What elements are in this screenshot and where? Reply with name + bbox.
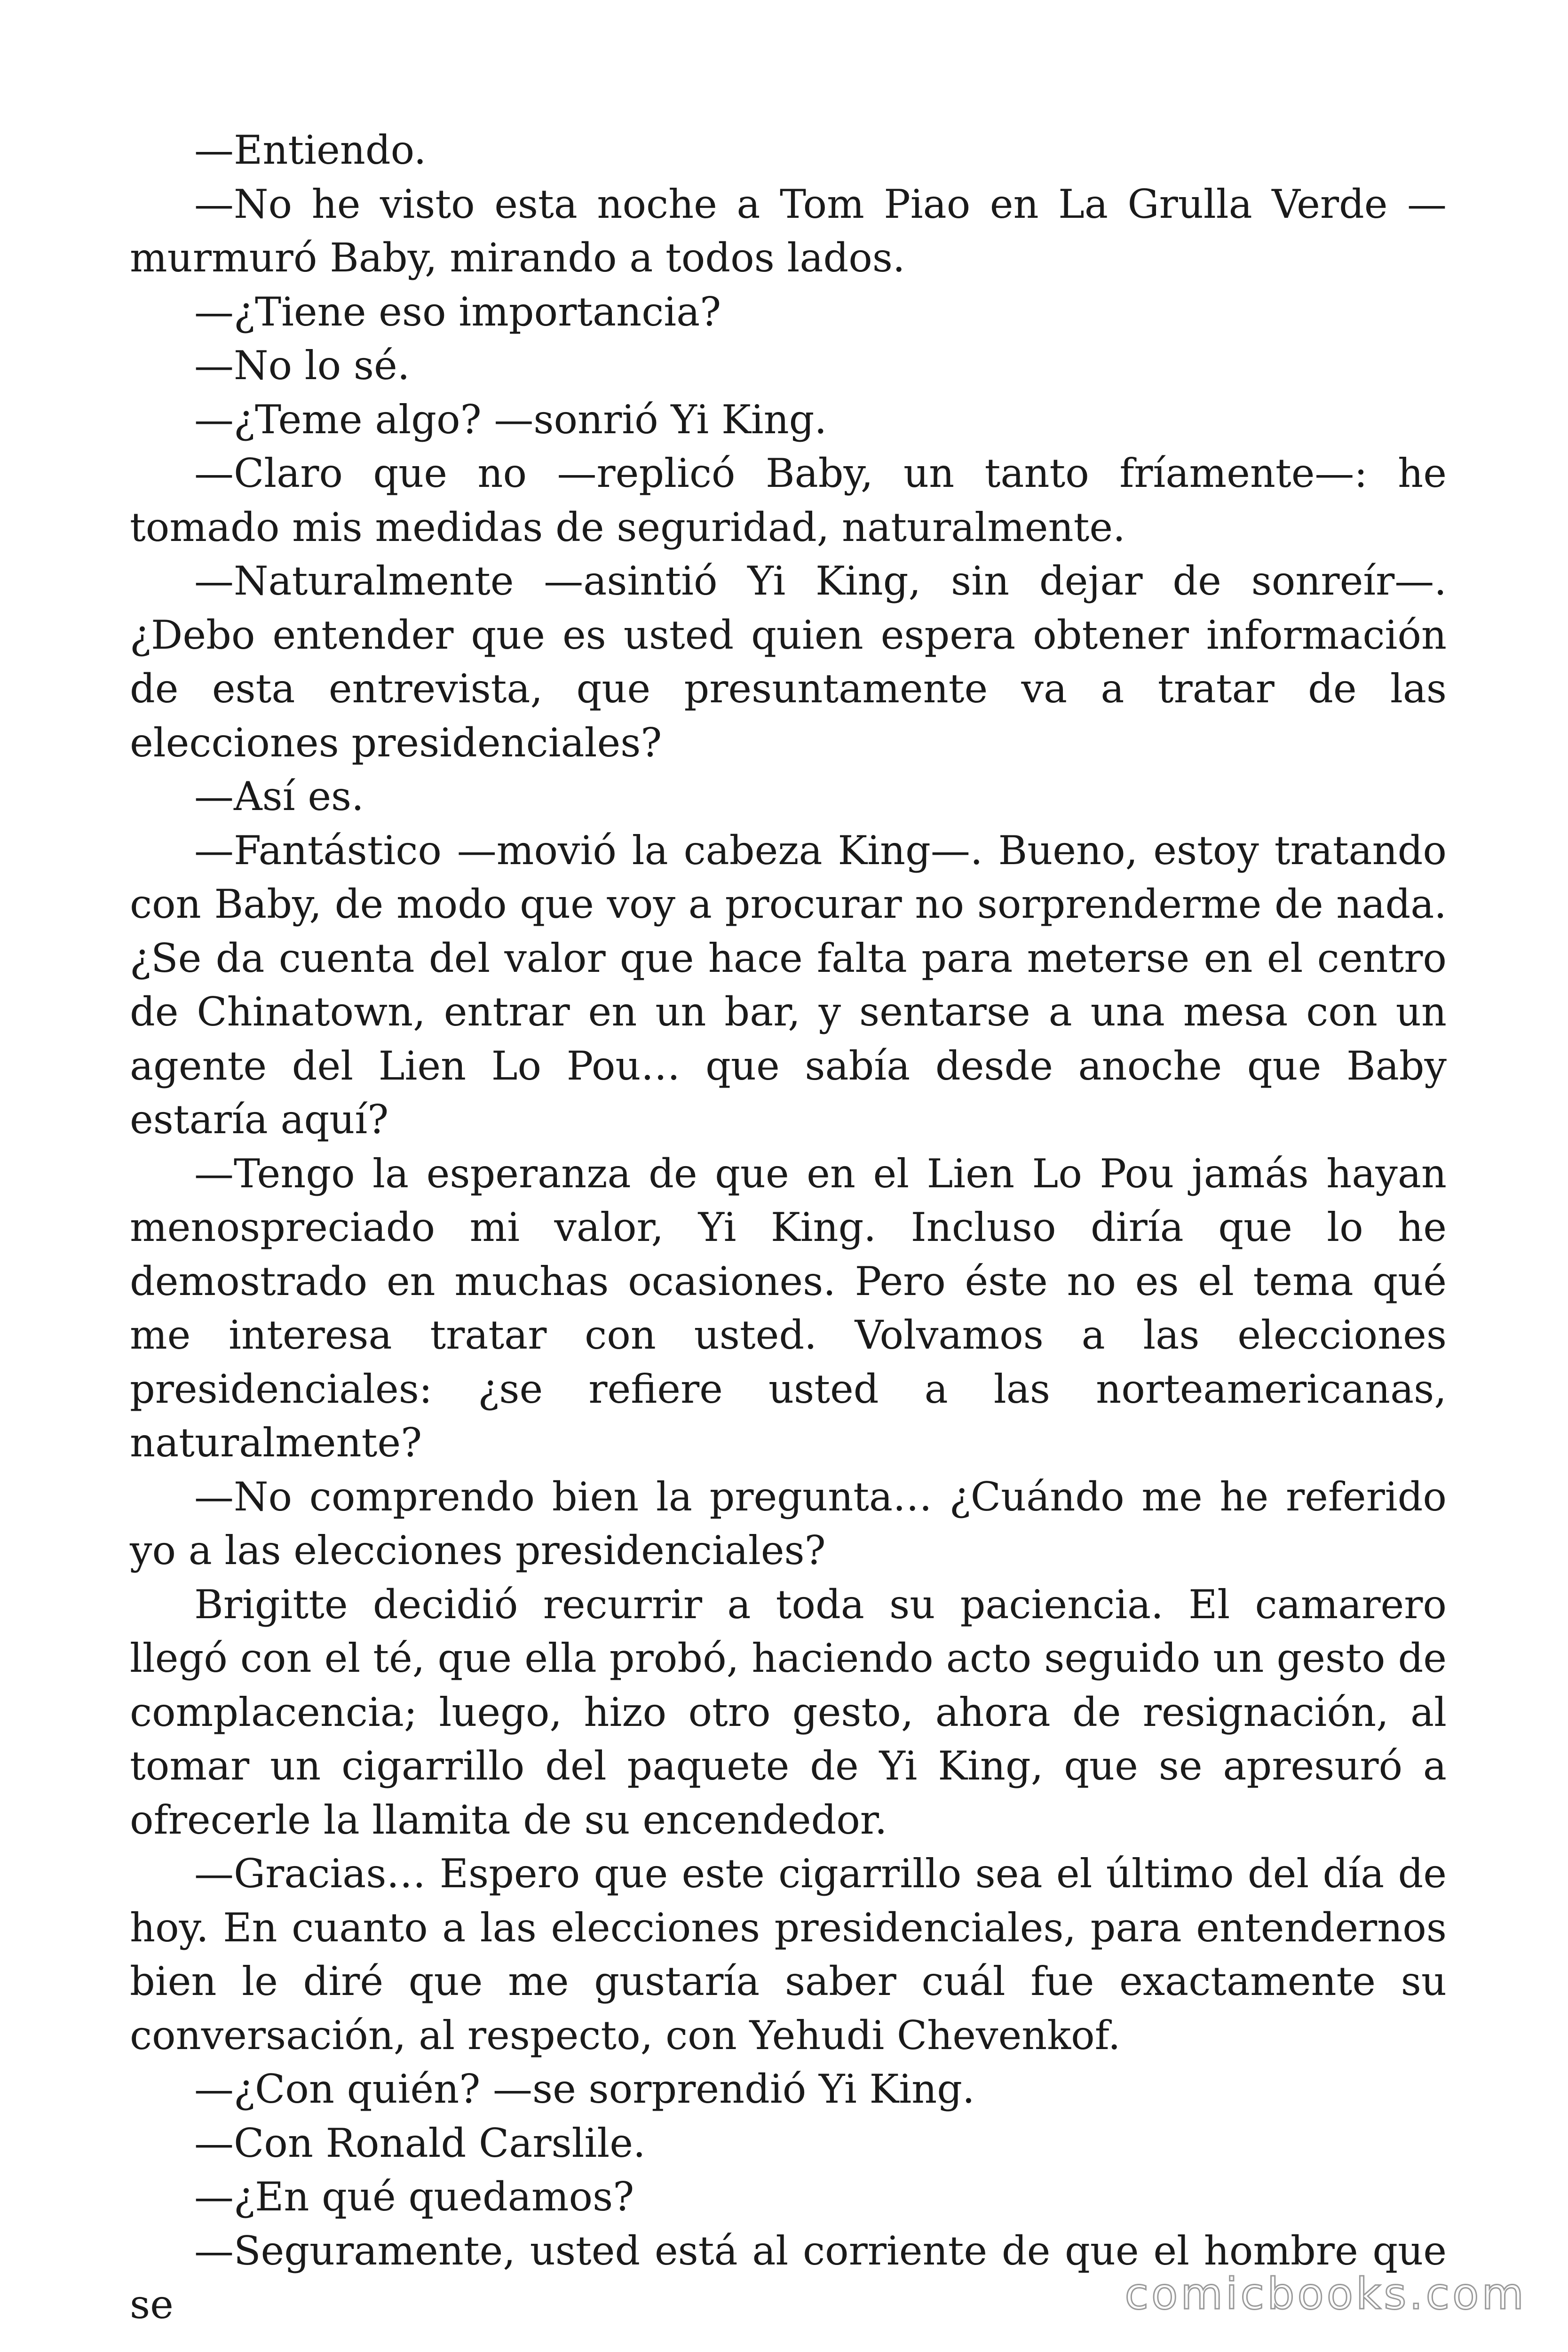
paragraph: —Gracias… Espero que este cigarrillo sea el último del día de hoy. En cuanto a las elecciones presidenciales, para entendernos bien le diré que me gustaría saber cuál fue exactamente su conversación, al respecto, con Yehudi Chevenkof.: [130, 1851, 1447, 2058]
page-text: [130, 123, 1447, 2332]
paragraph: —No he visto esta noche a Tom Piao en La Grulla Verde —murmuró Baby, mirando a todos lados.: [130, 181, 1447, 281]
paragraph: —Seguramente, usted está al corriente de que el hombre que se: [130, 2227, 1447, 2328]
paragraph: —¿Con quién? —se sorprendió Yi King.: [194, 2066, 975, 2112]
paragraph: —Fantástico —movió la cabeza King—. Bueno, estoy tratando con Baby, de modo que voy a procurar no sorprenderme de nada. ¿Se da cuenta del valor que hace falta para meterse en el centro de Chinatown, entrar en un bar, y sentarse a una mesa con un agente del Lien Lo Pou… que sabía desde anoche que Baby estaría aquí?: [130, 827, 1447, 1143]
paragraph: —Así es.: [194, 773, 364, 819]
paragraph: —No lo sé.: [194, 342, 410, 389]
paragraph: —Claro que no —replicó Baby, un tanto fríamente—: he tomado mis medidas de seguridad, naturalmente.: [130, 450, 1447, 550]
paragraph: —No comprendo bien la pregunta… ¿Cuándo me he referido yo a las elecciones presidenciales?: [130, 1473, 1447, 1573]
paragraph: —¿Teme algo? —sonrió Yi King.: [194, 396, 827, 443]
paragraph: —Con Ronald Carslile.: [194, 2120, 646, 2166]
paragraph: —¿Tiene eso importancia?: [194, 288, 721, 335]
paragraph: —Tengo la esperanza de que en el Lien Lo Pou jamás hayan menospreciado mi valor, Yi King. Incluso diría que lo he demostrado en muchas ocasiones. Pero éste no es el tema qué me interesa tratar con usted. Volvamos a las elecciones presidenciales: ¿se refiere usted a las norteamericanas, naturalmente?: [130, 1150, 1447, 1466]
paragraph: —Entiendo.: [194, 127, 427, 173]
watermark: comicbooks.com: [1125, 2269, 1527, 2319]
paragraph: —Naturalmente —asintió Yi King, sin dejar de sonreír—. ¿Debo entender que es usted quien espera obtener información de esta entrevista, que presuntamente va a tratar de las elecciones presidenciales?: [130, 558, 1447, 766]
paragraph: Brigitte decidió recurrir a toda su paciencia. El camarero llegó con el té, que ella probó, haciendo acto seguido un gesto de complacencia; luego, hizo otro gesto, ahora de resignación, al tomar un cigarrillo del paquete de Yi King, que se apresuró a ofrecerle la llamita de su encendedor.: [130, 1581, 1447, 1843]
paragraph: —¿En qué quedamos?: [194, 2174, 634, 2220]
